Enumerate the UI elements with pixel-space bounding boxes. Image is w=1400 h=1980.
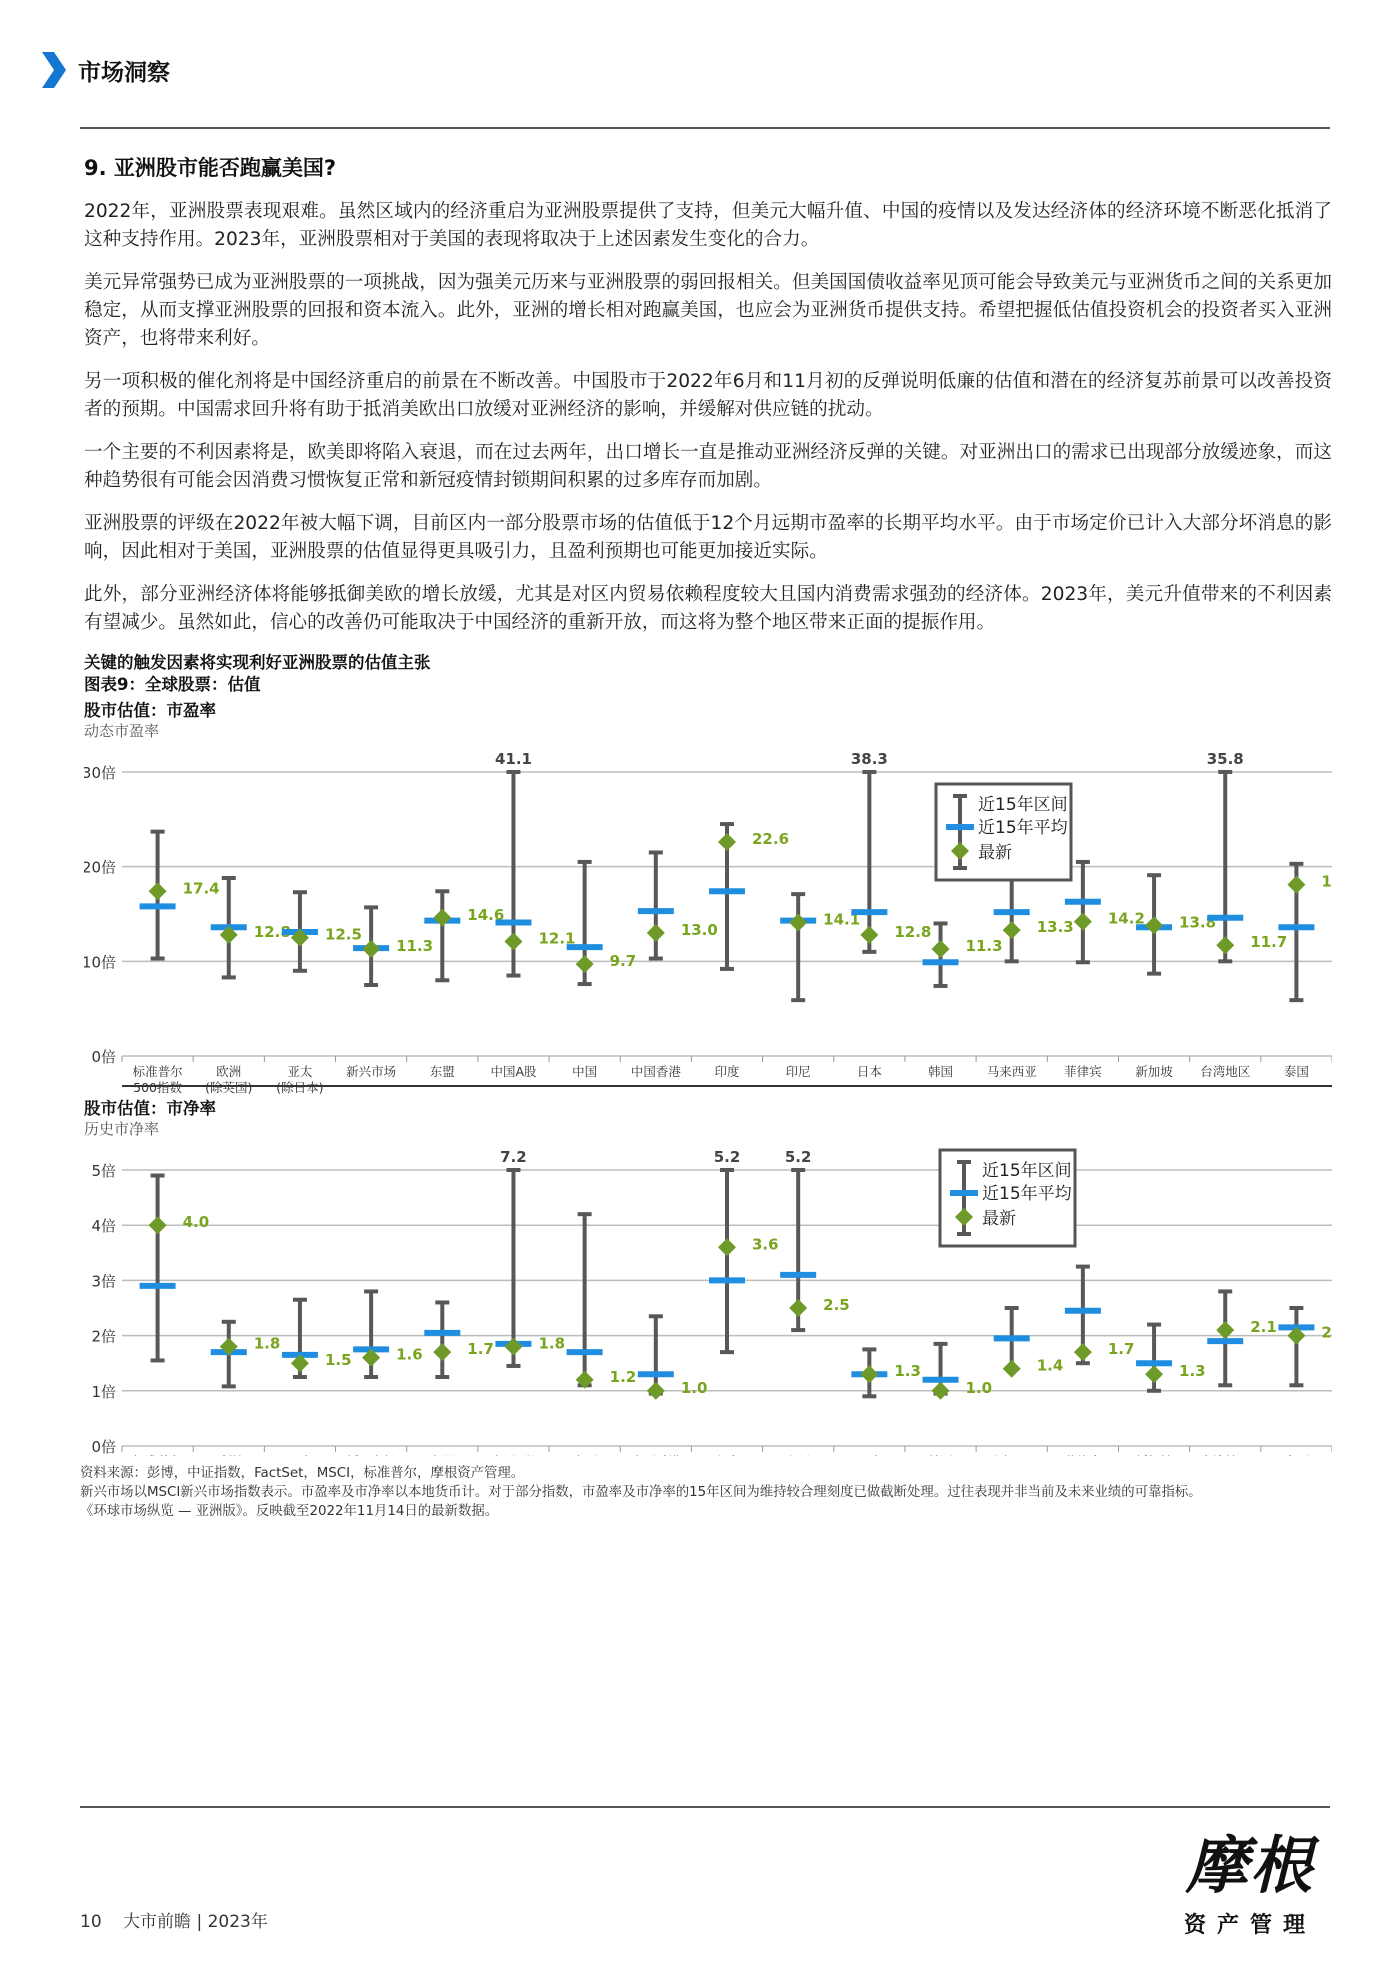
category-label: 亚太 bbox=[287, 1064, 313, 1079]
legend-latest-label: 最新 bbox=[978, 843, 1012, 863]
latest-value-label: 14.2 bbox=[1107, 909, 1145, 928]
category-label: (除英国) bbox=[205, 1080, 253, 1095]
latest-value-label: 1.4 bbox=[1036, 1356, 1064, 1375]
latest-marker bbox=[362, 940, 380, 958]
latest-marker bbox=[504, 932, 522, 950]
chevron-right-icon bbox=[40, 50, 68, 90]
header-title: 市场洞察 bbox=[78, 59, 170, 86]
latest-value-label: 11.7 bbox=[1250, 933, 1288, 952]
paragraph: 亚洲股票的评级在2022年被大幅下调，目前区内一部分股票市场的估值低于12个月远期市盈率的长期平均水平。由于市场定价已计入大部分坏消息的影响，因此相对于美国，亚洲股票的估值显得更具吸引力，且盈利预期也可能更加接近实际。 bbox=[84, 513, 1332, 562]
range-max-label: 38.3 bbox=[850, 750, 888, 768]
latest-marker bbox=[433, 1343, 451, 1361]
y-tick-label: 20倍 bbox=[84, 858, 116, 877]
valuation-charts bbox=[84, 696, 1332, 1456]
latest-value-label: 4.0 bbox=[182, 1213, 210, 1232]
latest-value-label: 1.8 bbox=[253, 1334, 281, 1353]
jpmorgan-logo bbox=[1170, 1830, 1330, 1939]
latest-value-label: 1.0 bbox=[965, 1378, 993, 1397]
note-line: 《环球市场纵览 — 亚洲版》。反映截至2022年11月14日的最新数据。 bbox=[80, 1504, 499, 1519]
y-tick-label: 0倍 bbox=[91, 1438, 116, 1456]
category-label: 新兴市场 bbox=[346, 1064, 397, 1079]
latest-marker bbox=[1216, 936, 1234, 954]
latest-marker bbox=[433, 909, 451, 927]
y-tick-label: 10倍 bbox=[84, 953, 116, 972]
section-title: 9. 亚洲股市能否跑赢美国? bbox=[84, 156, 337, 180]
latest-marker bbox=[718, 1238, 736, 1256]
latest-value-label: 12.8 bbox=[894, 922, 932, 941]
category-label: 欧洲 bbox=[216, 1064, 242, 1079]
logo-wordmark: 摩根 bbox=[1185, 1829, 1314, 1902]
latest-value-label: 13.3 bbox=[1036, 918, 1074, 937]
latest-marker bbox=[149, 882, 167, 900]
chart-title: 股市估值：市盈率 bbox=[84, 701, 216, 720]
latest-value-label: 12.8 bbox=[253, 922, 291, 941]
latest-value-label: 22.6 bbox=[752, 830, 790, 849]
category-label bbox=[1064, 1454, 1102, 1456]
legend-range-label: 近15年区间 bbox=[978, 795, 1068, 815]
y-tick-label: 1倍 bbox=[91, 1382, 116, 1401]
latest-marker bbox=[932, 1382, 950, 1400]
latest-value-label: 1.8 bbox=[538, 1334, 566, 1353]
category-label: 印尼 bbox=[785, 1064, 811, 1079]
latest-value-label: 2.1 bbox=[1250, 1318, 1277, 1337]
range-max-label: 5.2 bbox=[784, 1148, 812, 1166]
latest-marker bbox=[647, 1382, 665, 1400]
latest-marker bbox=[718, 833, 736, 851]
legend-avg-label: 近15年平均 bbox=[982, 1184, 1072, 1204]
latest-marker bbox=[504, 1338, 522, 1356]
latest-value-label: 1.3 bbox=[1179, 1362, 1206, 1381]
latest-value-label: 13.8 bbox=[1179, 913, 1217, 932]
latest-marker bbox=[1287, 876, 1305, 894]
page-number: 10 bbox=[80, 1912, 102, 1932]
note-line: 资料来源：彭博，中证指数，FactSet，MSCI，标准普尔，摩根资产管理。 bbox=[80, 1466, 525, 1481]
legend-avg-label: 近15年平均 bbox=[978, 818, 1068, 838]
latest-marker bbox=[789, 1299, 807, 1317]
category-label bbox=[857, 1454, 882, 1456]
chart-number-title: 图表9：全球股票：估值 bbox=[84, 675, 261, 694]
category-label bbox=[346, 1454, 396, 1456]
legend-range-label: 近15年区间 bbox=[982, 1161, 1072, 1181]
latest-marker bbox=[1216, 1321, 1234, 1339]
latest-value-label: 1.7 bbox=[1107, 1340, 1135, 1359]
category-label bbox=[572, 1454, 597, 1456]
latest-value-label: 1.0 bbox=[680, 1378, 708, 1397]
latest-marker bbox=[1074, 913, 1092, 931]
category-label: 泰国 bbox=[1283, 1064, 1309, 1079]
chart-title: 股市估值：市净率 bbox=[84, 1099, 216, 1118]
paragraph: 此外，部分亚洲经济体将能够抵御美欧的增长放缓，尤其是对区内贸易依赖程度较大且国内消费需求强劲的经济体。2023年，美元升值带来的不利因素有望减少。虽然如此，信心的改善仍可能取决于中国经济的重新开放，而这将为整个地区带来正面的提振作用。 bbox=[84, 584, 1332, 633]
chart-headline: 关键的触发因素将实现利好亚洲股票的估值主张 bbox=[84, 653, 431, 672]
source-notes bbox=[80, 1464, 1330, 1521]
latest-marker bbox=[932, 940, 950, 958]
paragraph: 美元异常强势已成为亚洲股票的一项挑战，因为强美元历来与亚洲股票的弱回报相关。但美国国债收益率见顶可能会导致美元与亚洲货币之间的关系更加稳定，从而支撑亚洲股票的回报和资本流入。此外，亚洲的增长相对跑赢美国，也应会为亚洲货币提供支持。希望把握低估值投资机会的投资者买入亚洲资产，也将带来利好。 bbox=[84, 272, 1332, 349]
category-label: 印度 bbox=[714, 1064, 740, 1079]
footer-divider bbox=[80, 1806, 1330, 1808]
latest-marker bbox=[1145, 1365, 1163, 1383]
latest-marker bbox=[860, 1365, 878, 1383]
category-label bbox=[928, 1454, 953, 1456]
category-label bbox=[430, 1454, 455, 1456]
latest-value-label: 1.2 bbox=[609, 1367, 637, 1386]
range-max-label: 35.8 bbox=[1206, 750, 1244, 768]
latest-value-label: 2 bbox=[1321, 1323, 1332, 1342]
latest-value-label: 1.7 bbox=[467, 1340, 494, 1359]
logo-subtitle: 资产管理 bbox=[1183, 1913, 1316, 1938]
header-divider bbox=[80, 127, 1330, 129]
category-label: 中国香港 bbox=[630, 1064, 681, 1079]
category-label: 韩国 bbox=[928, 1064, 954, 1079]
latest-marker bbox=[860, 926, 878, 944]
y-tick-label: 0倍 bbox=[91, 1048, 116, 1066]
latest-marker bbox=[1003, 1360, 1021, 1378]
latest-value-label: 14.1 bbox=[823, 910, 861, 929]
latest-value-label: 1.3 bbox=[894, 1362, 921, 1381]
category-label bbox=[490, 1454, 537, 1456]
category-label: 日本 bbox=[856, 1064, 882, 1079]
y-tick-label: 30倍 bbox=[84, 764, 116, 782]
category-label: 菲律宾 bbox=[1064, 1064, 1102, 1079]
latest-value-label: 13.0 bbox=[680, 920, 718, 939]
note-line: 新兴市场以MSCI新兴市场指数表示。市盈率及市净率以本地货币计。对于部分指数，市盈率及市净率的15年区间为维持较合理刻度已做截断处理。过往表现并非当前及未来业绩的可靠指标。 bbox=[80, 1485, 1202, 1500]
category-label bbox=[287, 1454, 313, 1456]
category-label bbox=[987, 1454, 1038, 1456]
latest-value-label: 11.3 bbox=[396, 937, 434, 956]
latest-value-label: 1.5 bbox=[324, 1351, 352, 1370]
range-max-label: 5.2 bbox=[713, 1148, 741, 1166]
latest-value-label: 2.5 bbox=[823, 1296, 850, 1314]
category-label: 东盟 bbox=[429, 1064, 455, 1079]
y-tick-label: 2倍 bbox=[91, 1327, 116, 1346]
latest-marker bbox=[789, 914, 807, 932]
latest-value-label: 3.6 bbox=[752, 1235, 779, 1254]
category-label: 中国A股 bbox=[490, 1064, 537, 1079]
latest-value-label: 1 bbox=[1321, 872, 1332, 891]
page-header bbox=[40, 48, 170, 92]
latest-marker bbox=[1145, 916, 1163, 934]
latest-marker bbox=[1003, 921, 1021, 939]
range-max-label: 41.1 bbox=[494, 750, 532, 768]
latest-marker bbox=[1074, 1343, 1092, 1361]
y-tick-label: 3倍 bbox=[91, 1272, 116, 1291]
category-label: 新加坡 bbox=[1135, 1064, 1173, 1079]
chart-subtitle: 动态市盈率 bbox=[84, 722, 160, 740]
category-label bbox=[216, 1454, 241, 1456]
category-label bbox=[1200, 1454, 1250, 1456]
article-body bbox=[84, 198, 1332, 652]
category-label: 中国 bbox=[572, 1064, 598, 1079]
latest-marker bbox=[647, 924, 665, 942]
paragraph: 一个主要的不利因素将是，欧美即将陷入衰退，而在过去两年，出口增长一直是推动亚洲经济反弹的关键。对亚洲出口的需求已出现部分放缓迹象，而这种趋势很有可能会因消费习惯恢复正常和新冠疫情封锁期间积累的过多库存而加剧。 bbox=[84, 442, 1332, 491]
latest-marker bbox=[576, 955, 594, 973]
y-tick-label: 4倍 bbox=[91, 1217, 116, 1236]
latest-value-label: 14.6 bbox=[467, 905, 505, 924]
page-footer bbox=[80, 1907, 284, 1932]
category-label: 标准普尔 bbox=[132, 1064, 183, 1079]
latest-value-label: 12.5 bbox=[324, 925, 362, 944]
category-label: (除日本) bbox=[276, 1080, 324, 1095]
category-label bbox=[714, 1454, 740, 1456]
category-label bbox=[133, 1454, 184, 1456]
y-tick-label: 5倍 bbox=[91, 1162, 116, 1180]
chart-subtitle: 历史市净率 bbox=[84, 1120, 160, 1138]
category-label: 500指数 bbox=[133, 1080, 183, 1095]
category-label bbox=[1284, 1454, 1309, 1456]
publication-name: 大市前瞻 | 2023年 bbox=[123, 1912, 268, 1932]
chart-block bbox=[84, 652, 1332, 1460]
latest-marker bbox=[149, 1216, 167, 1234]
category-label bbox=[1135, 1454, 1173, 1456]
latest-value-label: 1.6 bbox=[396, 1345, 423, 1364]
category-label: 马来西亚 bbox=[986, 1064, 1037, 1079]
legend-latest-label: 最新 bbox=[982, 1209, 1016, 1229]
latest-value-label: 17.4 bbox=[182, 879, 220, 898]
paragraph: 2022年，亚洲股票表现艰难。虽然区域内的经济重启为亚洲股票提供了支持，但美元大幅升值、中国的疫情以及发达经济体的经济环境不断恶化抵消了这种支持作用。2023年，亚洲股票相对于美国的表现将取决于上述因素发生变化的合力。 bbox=[84, 201, 1332, 250]
range-max-label: 7.2 bbox=[500, 1148, 527, 1166]
latest-value-label: 11.3 bbox=[965, 937, 1003, 956]
latest-value-label: 9.7 bbox=[609, 952, 637, 971]
paragraph: 另一项积极的催化剂将是中国经济重启的前景在不断改善。中国股市于2022年6月和11月初的反弹说明低廉的估值和潜在的经济复苏前景可以改善投资者的预期。中国需求回升将有助于抵消美欧出口放缓对亚洲经济的影响，并缓解对供应链的扰动。 bbox=[84, 371, 1332, 420]
category-label: 台湾地区 bbox=[1200, 1064, 1251, 1079]
category-label bbox=[786, 1454, 811, 1456]
latest-value-label: 12.1 bbox=[538, 929, 576, 948]
category-label bbox=[631, 1454, 682, 1456]
